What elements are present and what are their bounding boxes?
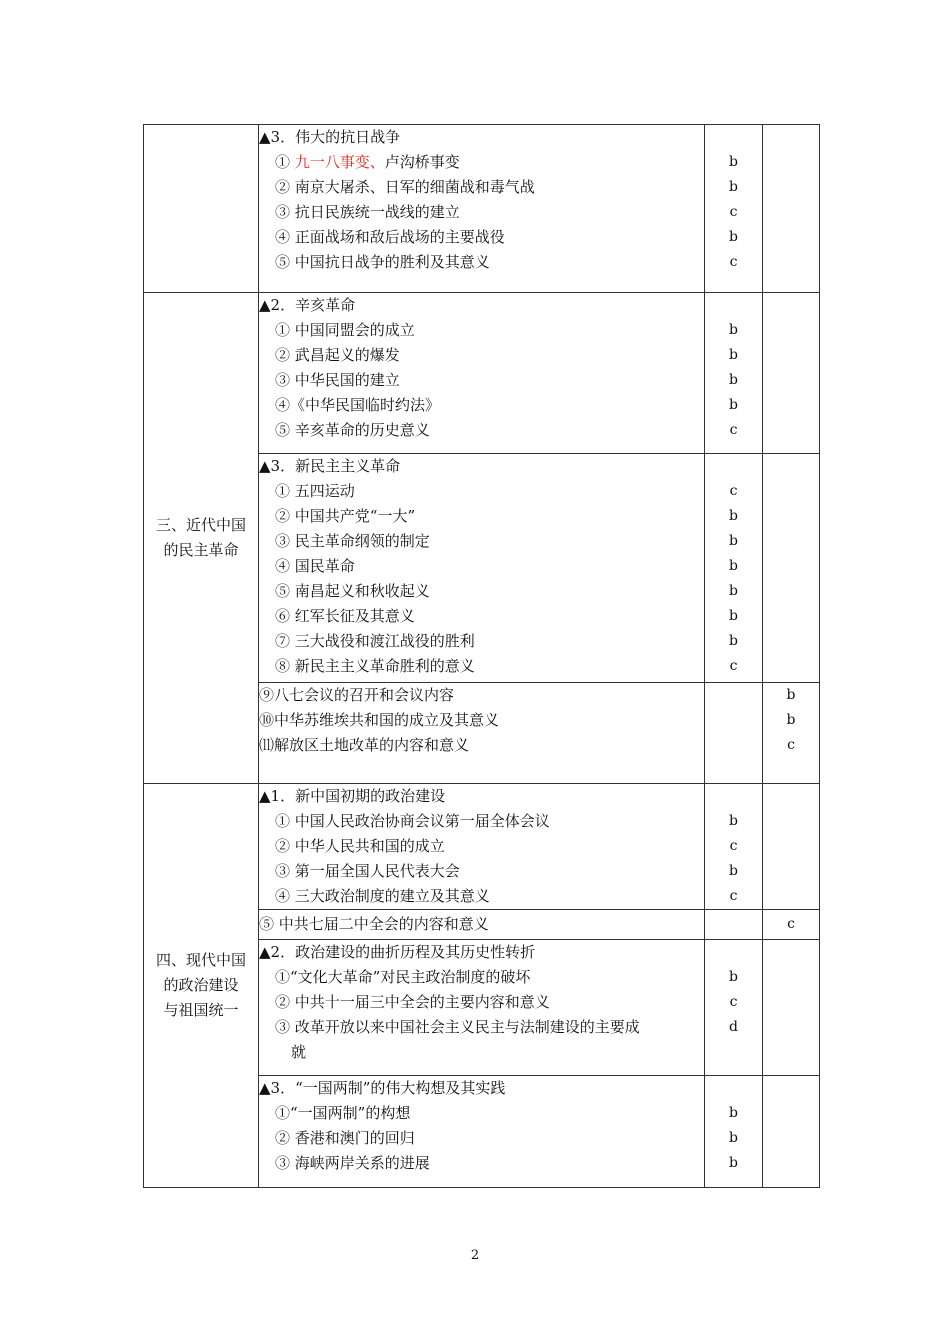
topic-heading: ▲2．辛亥革命 <box>259 296 356 314</box>
list-item: ⑤ 中国抗日战争的胜利及其意义 <box>275 253 490 271</box>
topic-heading: ▲1．新中国初期的政治建设 <box>259 787 446 805</box>
level-c-cell <box>763 784 820 910</box>
level-c-cell <box>763 454 820 683</box>
level-value: b <box>729 863 738 879</box>
level-value: d <box>729 1019 738 1035</box>
level-c-cell <box>763 910 820 940</box>
content-cell <box>259 1076 705 1188</box>
list-item: ① 五四运动 <box>275 482 355 500</box>
list-item: ⑤ 南昌起义和秋收起义 <box>275 582 430 600</box>
list-item: ④ 正面战场和敌后战场的主要战役 <box>275 228 505 246</box>
section-title: 的政治建设 <box>163 976 239 994</box>
level-b-cell <box>705 454 763 683</box>
level-value: c <box>729 838 738 854</box>
list-item: ④ 国民革命 <box>275 557 355 575</box>
list-item: ⑧ 新民主主义革命胜利的意义 <box>275 657 475 675</box>
section-cell <box>144 784 259 1188</box>
level-value: c <box>729 483 738 499</box>
level-value: b <box>729 608 738 624</box>
list-item: ② 中共十一届三中全会的主要内容和意义 <box>275 993 550 1011</box>
list-item: ④ 三大政治制度的建立及其意义 <box>275 887 490 905</box>
list-item: ① 九一八事变、卢沟桥事变 <box>275 153 460 171</box>
level-c-cell <box>763 125 820 293</box>
topic-heading: ▲2．政治建设的曲折历程及其历史性转折 <box>259 943 536 961</box>
section-cell <box>144 293 259 784</box>
list-item: ⑨八七会议的召开和会议内容 <box>259 686 455 704</box>
list-item: ⑦ 三大战役和渡江战役的胜利 <box>275 632 475 650</box>
history-outline-table <box>143 124 820 1188</box>
level-b-cell <box>705 683 763 784</box>
list-item: ② 武昌起义的爆发 <box>275 346 400 364</box>
list-item: ①“文化大革命”对民主政治制度的破坏 <box>275 968 531 986</box>
topic-heading: ▲3．“一国两制”的伟大构想及其实践 <box>259 1079 506 1097</box>
level-value: c <box>729 888 738 904</box>
level-value: b <box>729 179 738 195</box>
section-cell <box>144 125 259 293</box>
level-value: c <box>787 737 795 753</box>
table-row <box>144 125 820 293</box>
level-value: b <box>729 372 738 388</box>
level-b-cell <box>705 784 763 910</box>
list-item: ⑾解放区土地改革的内容和意义 <box>259 736 470 754</box>
level-b-cell <box>705 293 763 454</box>
level-value: b <box>729 397 738 413</box>
list-item: ③ 改革开放以来中国社会主义民主与法制建设的主要成 <box>275 1018 640 1036</box>
level-value: b <box>729 322 738 338</box>
level-value: b <box>729 533 738 549</box>
level-value: b <box>729 1155 738 1171</box>
list-item: ① 中国人民政治协商会议第一届全体会议 <box>275 812 550 830</box>
level-value: c <box>787 916 795 932</box>
topic-heading: ▲3．伟大的抗日战争 <box>259 128 401 146</box>
list-item: ② 香港和澳门的回归 <box>275 1129 415 1147</box>
list-item: ② 中国共产党“一大” <box>275 507 416 525</box>
level-value: c <box>729 422 738 438</box>
level-value: b <box>729 154 738 170</box>
content-cell <box>259 910 705 940</box>
level-value: b <box>786 687 796 703</box>
level-b-cell <box>705 1076 763 1188</box>
content-cell <box>259 683 705 784</box>
level-value: b <box>729 813 738 829</box>
level-value: b <box>729 583 738 599</box>
list-item: ② 中华人民共和国的成立 <box>275 837 445 855</box>
list-item: ③ 抗日民族统一战线的建立 <box>275 203 460 221</box>
level-value: b <box>729 1105 738 1121</box>
level-value: b <box>729 229 738 245</box>
list-item: ①“一国两制”的构想 <box>275 1104 411 1122</box>
level-value: c <box>729 254 738 270</box>
topic-heading: ▲3．新民主主义革命 <box>259 457 401 475</box>
highlighted-text: 九一八事变、 <box>294 153 385 171</box>
level-c-cell <box>763 940 820 1076</box>
list-item-continuation: 就 <box>291 1043 307 1061</box>
table-row <box>144 293 820 454</box>
level-value: b <box>729 969 738 985</box>
level-value: b <box>729 347 738 363</box>
list-item: ④《中华民国临时约法》 <box>275 396 441 414</box>
section-title: 与祖国统一 <box>163 1001 239 1019</box>
content-cell <box>259 784 705 910</box>
content-cell <box>259 940 705 1076</box>
level-c-cell <box>763 1076 820 1188</box>
level-value: b <box>729 508 738 524</box>
level-value: b <box>786 712 796 728</box>
list-item: ⑥ 红军长征及其意义 <box>275 607 415 625</box>
list-item: ③ 民主革命纲领的制定 <box>275 532 430 550</box>
section-title: 的民主革命 <box>163 541 239 559</box>
section-title: 四、现代中国 <box>155 951 246 969</box>
section-title: 三、近代中国 <box>155 516 246 534</box>
list-item: ① 中国同盟会的成立 <box>275 321 415 339</box>
level-c-cell <box>763 683 820 784</box>
list-item: ③ 海峡两岸关系的进展 <box>275 1154 430 1172</box>
page-number: 2 <box>470 1248 480 1263</box>
list-item: ⑩中华苏维埃共和国的成立及其意义 <box>259 711 500 729</box>
list-item: ② 南京大屠杀、日军的细菌战和毒气战 <box>275 178 535 196</box>
level-value: c <box>729 658 738 674</box>
content-cell <box>259 454 705 683</box>
level-value: b <box>729 1130 738 1146</box>
list-item: ⑤ 中共七届二中全会的内容和意义 <box>259 915 489 933</box>
content-cell <box>259 125 705 293</box>
list-item: ⑤ 辛亥革命的历史意义 <box>275 421 430 439</box>
level-value: c <box>729 994 738 1010</box>
level-b-cell <box>705 125 763 293</box>
level-b-cell <box>705 940 763 1076</box>
level-value: b <box>729 633 738 649</box>
list-item: ③ 第一届全国人民代表大会 <box>275 862 460 880</box>
level-value: c <box>729 204 738 220</box>
table-row <box>144 784 820 910</box>
content-cell <box>259 293 705 454</box>
level-b-cell <box>705 910 763 940</box>
level-c-cell <box>763 293 820 454</box>
level-value: b <box>729 558 738 574</box>
list-item: ③ 中华民国的建立 <box>275 371 400 389</box>
